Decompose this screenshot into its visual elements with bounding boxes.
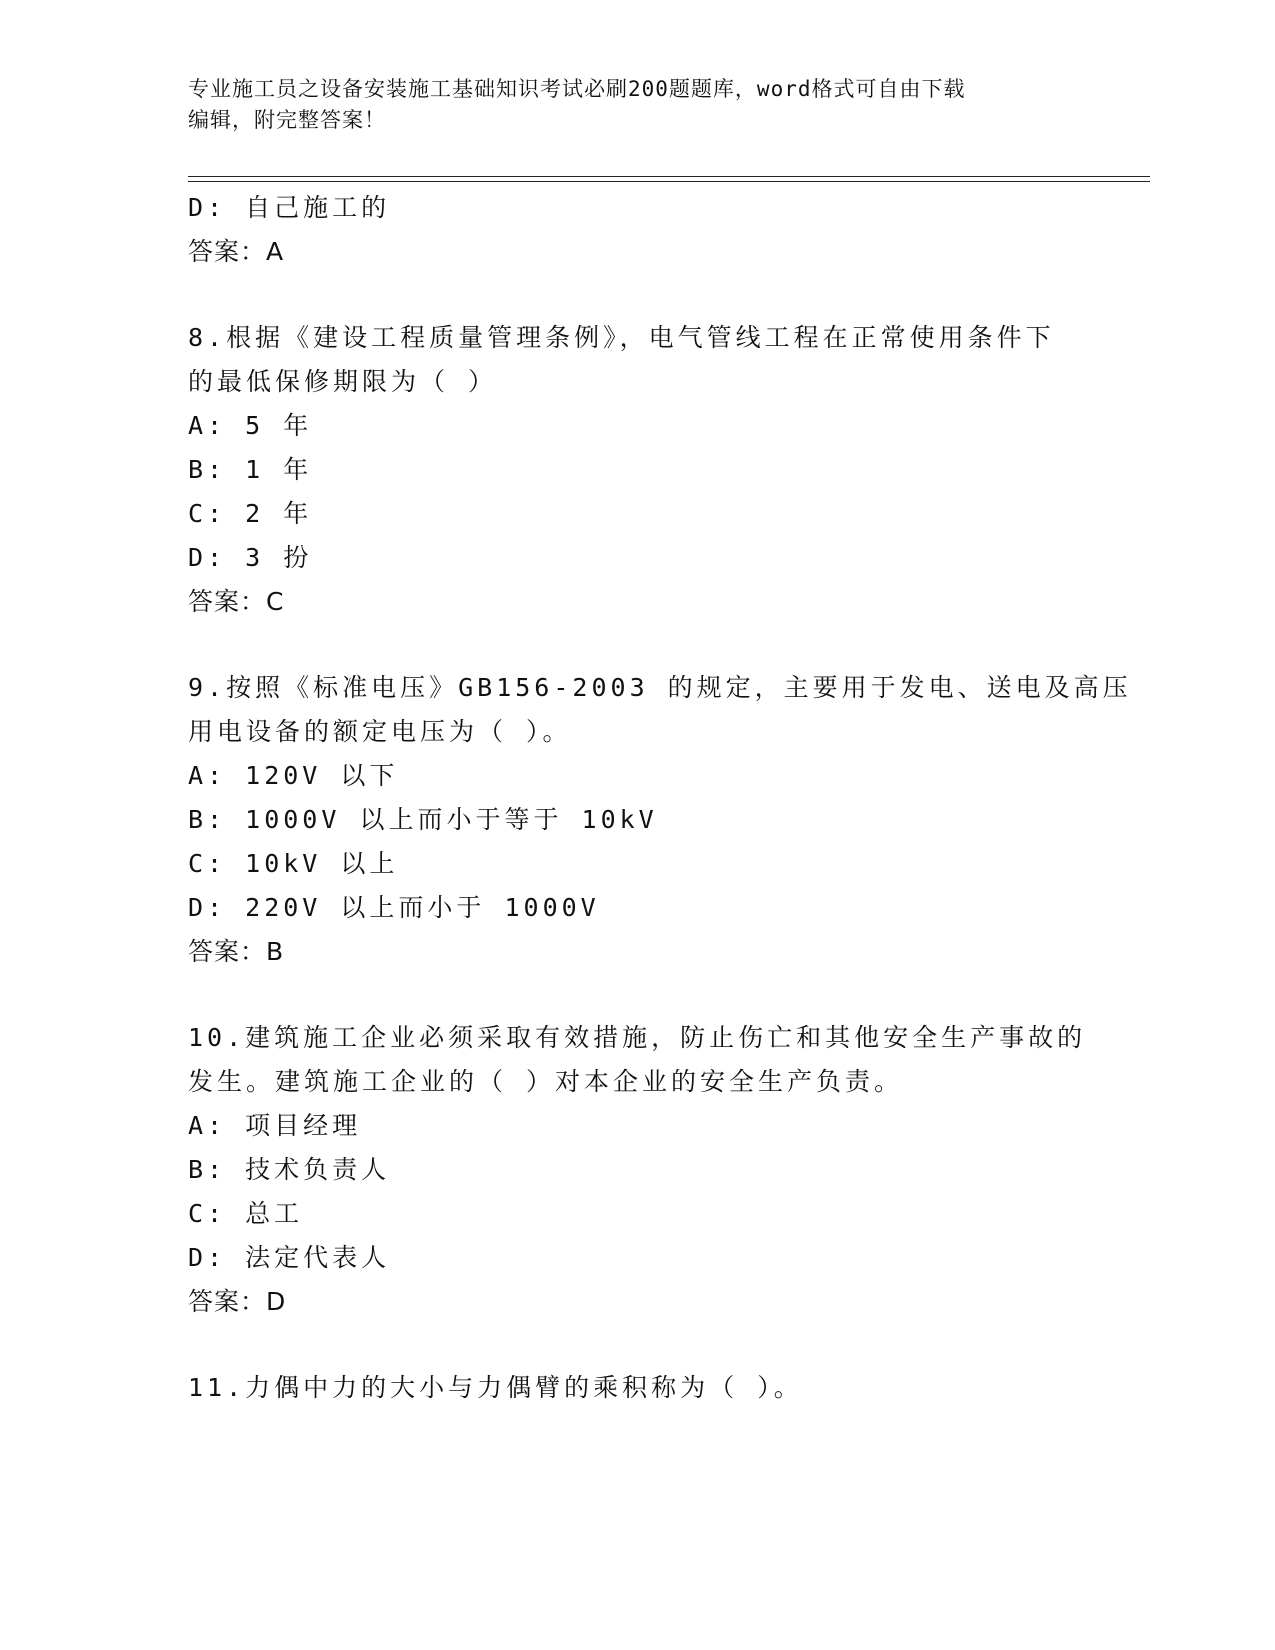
prev-answer: 答案：A	[188, 237, 285, 266]
q10-answer: 答案：D	[188, 1287, 287, 1316]
header-title-line-1: 专业施工员之设备安装施工基础知识考试必刷200题题库，word格式可自由下载	[188, 77, 966, 101]
q10-option-a: A: 项目经理	[188, 1111, 362, 1140]
q9-option-d: D: 220V 以上而小于 1000V	[188, 893, 600, 922]
q8-option-b: B: 1 年	[188, 455, 313, 484]
header-divider-top	[188, 176, 1150, 177]
q9-text-line-1: 9.按照《标准电压》GB156-2003 的规定，主要用于发电、送电及高压	[188, 673, 1132, 702]
q9-option-b: B: 1000V 以上而小于等于 10kV	[188, 805, 658, 834]
q8-option-d: D: 3 扮	[188, 543, 313, 572]
q8-option-c: C: 2 年	[188, 499, 313, 528]
prev-option-d: D: 自己施工的	[188, 193, 391, 222]
q10-option-c: C: 总工	[188, 1199, 304, 1228]
q8-text-line-1: 8.根据《建设工程质量管理条例》，电气管线工程在正常使用条件下	[188, 323, 1055, 352]
q8-answer: 答案：C	[188, 587, 285, 616]
q10-text-line-2: 发生。建筑施工企业的（ ）对本企业的安全生产负责。	[188, 1067, 904, 1096]
q9-text-line-2: 用电设备的额定电压为（ ）。	[188, 717, 572, 746]
q11-text-line-1: 11.力偶中力的大小与力偶臂的乘积称为（ ）。	[188, 1373, 803, 1402]
q10-option-d: D: 法定代表人	[188, 1243, 391, 1272]
document-header	[188, 74, 1088, 136]
header-divider-bottom	[188, 181, 1150, 182]
q8-option-a: A: 5 年	[188, 411, 313, 440]
q9-option-c: C: 10kV 以上	[188, 849, 399, 878]
q10-text-line-1: 10.建筑施工企业必须采取有效措施，防止伤亡和其他安全生产事故的	[188, 1023, 1087, 1052]
header-title-line-2: 编辑，附完整答案！	[188, 108, 386, 132]
q9-answer: 答案：B	[188, 937, 285, 966]
q8-text-line-2: 的最低保修期限为（ ）	[188, 367, 498, 396]
q10-option-b: B: 技术负责人	[188, 1155, 391, 1184]
q9-option-a: A: 120V 以下	[188, 761, 399, 790]
